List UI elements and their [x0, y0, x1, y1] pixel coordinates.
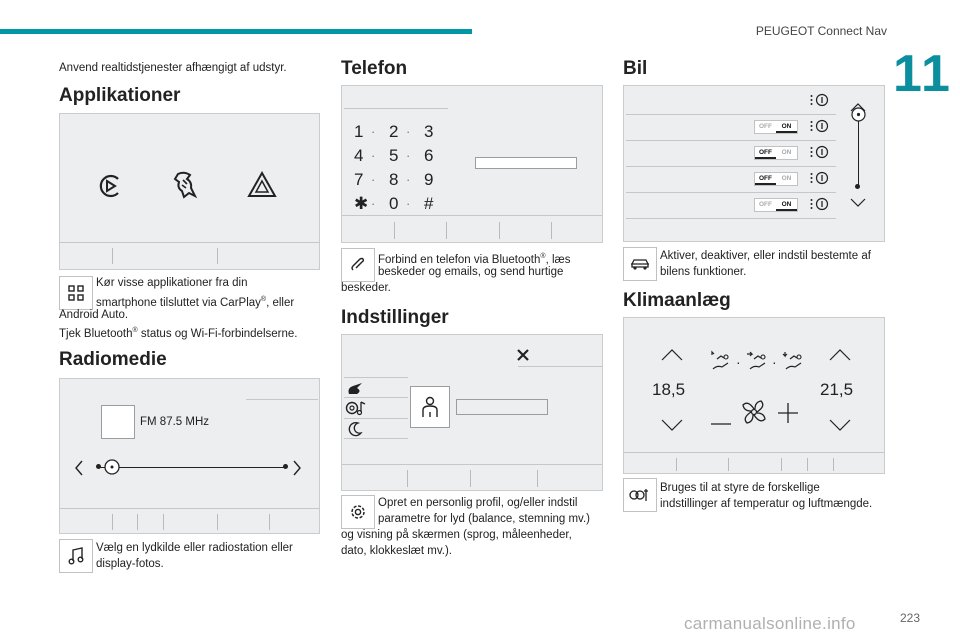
dial-key-✱[interactable]: ✱ — [354, 194, 369, 213]
klimaanlaeg-desc-line2: indstillinger af temperatur og luftmængde. — [660, 498, 873, 510]
indstillinger-screen — [341, 334, 603, 491]
klimaanlaeg-heading: Klimaanlæg — [623, 290, 731, 311]
info-icon[interactable] — [810, 145, 828, 164]
vehicle-toggle[interactable] — [754, 146, 798, 160]
airflow-face-feet-icon[interactable] — [746, 351, 768, 376]
applikationer-desc-line2: smartphone tilsluttet via CarPlay®, eller — [96, 296, 295, 309]
number-display — [475, 157, 577, 169]
right-temperature: 21,5 — [820, 380, 854, 399]
telefon-desc-line1: Forbind en telefon via Bluetooth®, læs — [378, 253, 571, 266]
dial-key-#[interactable]: # — [424, 194, 434, 213]
dial-key-4[interactable]: 4 — [354, 146, 364, 165]
indstillinger-desc-line4: dato, klokkeslæt mv.). — [341, 545, 452, 557]
chevron-down-icon[interactable] — [850, 194, 866, 212]
toggle-on-label: ON — [776, 199, 797, 211]
info-icon[interactable] — [810, 171, 828, 190]
dial-key-6[interactable]: 6 — [424, 146, 434, 165]
peugeot-lion-icon[interactable] — [170, 170, 200, 205]
left-temp-down-icon[interactable] — [661, 418, 683, 436]
vehicle-row-divider — [626, 140, 836, 141]
page-number: 223 — [899, 611, 920, 625]
toggle-on-label: ON — [781, 149, 792, 156]
vehicle-toggle[interactable] — [754, 120, 798, 134]
dial-key-8[interactable]: 8 — [389, 170, 399, 189]
header-title: PEUGEOT Connect Nav — [755, 24, 887, 38]
toggle-off-label: OFF — [759, 123, 772, 130]
dial-key-7[interactable]: 7 — [354, 170, 364, 189]
klimaanlaeg-desc-line1: Bruges til at styre de forskellige — [660, 482, 820, 494]
vehicle-toggle[interactable] — [754, 172, 798, 186]
indstillinger-desc-line1: Opret en personlig profil, og/eller indstil — [378, 497, 578, 509]
radiomedie-heading: Radiomedie — [59, 349, 167, 370]
dial-key-1[interactable]: 1 — [354, 122, 364, 141]
left-temperature: 18,5 — [652, 380, 686, 399]
palette-icon[interactable] — [347, 382, 364, 401]
settings-gear-icon — [341, 495, 375, 529]
dial-key-9[interactable]: 9 — [424, 170, 434, 189]
indstillinger-desc-line3: og visning på skærmen (sprog, måleenheder, — [341, 529, 572, 541]
radiomedie-desc-line1: Vælg en lydkilde eller radiostation eller — [96, 542, 293, 554]
profile-name-field[interactable] — [456, 399, 548, 415]
info-icon[interactable] — [810, 119, 828, 138]
applikationer-desc-line1: Kør visse applikationer fra din — [96, 277, 248, 289]
intro-text: Anvend realtidstjenester afhængigt af udstyr. — [59, 62, 287, 74]
dial-key-separator: · — [371, 196, 376, 211]
scrollbar-knob[interactable] — [851, 107, 866, 127]
radiomedie-screen — [59, 378, 320, 534]
watermark: carmanualsonline.info — [684, 614, 856, 633]
dial-key-separator: · — [371, 124, 376, 139]
chevron-left-icon[interactable] — [74, 460, 84, 481]
apps-grid-icon — [59, 276, 93, 310]
dial-key-2[interactable]: 2 — [389, 122, 399, 141]
frequency-slider-track[interactable] — [98, 467, 286, 468]
airflow-feet-icon[interactable] — [782, 351, 804, 376]
vehicle-row-divider — [626, 166, 836, 167]
telefon-heading: Telefon — [341, 58, 408, 79]
station-frequency: FM 87.5 MHz — [140, 416, 210, 428]
applikationer-heading: Applikationer — [59, 85, 181, 106]
indstillinger-heading: Indstillinger — [341, 307, 449, 328]
airflow-separator-1: · — [736, 354, 741, 370]
android-auto-icon[interactable] — [247, 171, 277, 204]
applikationer-screen — [59, 113, 320, 270]
station-artwork — [101, 405, 135, 439]
vehicle-toggle[interactable] — [754, 198, 798, 212]
indstillinger-desc-line2: parametre for lyd (balance, stemning mv.) — [378, 513, 590, 525]
frequency-slider-knob[interactable] — [104, 459, 120, 480]
right-temp-up-icon[interactable] — [829, 348, 851, 366]
applikationer-desc-line3: Android Auto. — [59, 309, 129, 321]
fan-decrease-icon[interactable] — [711, 412, 731, 430]
fan-icon — [740, 398, 768, 431]
dial-key-separator: · — [406, 148, 411, 163]
telefon-desc-line2: beskeder og emails, og send hurtige — [378, 266, 564, 278]
right-temp-down-icon[interactable] — [829, 418, 851, 436]
applikationer-desc-line4: Tjek Bluetooth® status og Wi-Fi-forbindelserne. — [59, 327, 298, 340]
vehicle-row-divider — [626, 192, 836, 193]
car-icon — [623, 247, 657, 281]
klimaanlaeg-screen — [623, 317, 885, 474]
toggle-on-label: ON — [781, 175, 792, 182]
toggle-off-label: OFF — [755, 173, 776, 185]
info-icon[interactable] — [810, 93, 828, 112]
toggle-off-label: OFF — [755, 147, 776, 159]
music-note-icon — [59, 539, 93, 573]
profile-person-icon — [421, 396, 439, 418]
radiomedie-desc-line2: display-fotos. — [96, 558, 164, 570]
vehicle-row-divider — [626, 218, 836, 219]
dial-key-separator: · — [406, 172, 411, 187]
bil-screen — [623, 85, 885, 242]
vehicle-row-divider — [626, 114, 836, 115]
close-icon[interactable] — [517, 348, 529, 366]
fan-increase-icon[interactable] — [778, 403, 798, 428]
dial-key-separator: · — [371, 148, 376, 163]
phone-handset-icon — [341, 248, 375, 282]
left-temp-up-icon[interactable] — [661, 348, 683, 366]
toggle-on-label: ON — [776, 121, 797, 133]
carplay-icon[interactable] — [96, 172, 124, 205]
dial-key-0[interactable]: 0 — [389, 194, 399, 213]
dial-key-separator: · — [406, 124, 411, 139]
dial-key-separator: · — [371, 172, 376, 187]
bil-desc-line2: bilens funktioner. — [660, 266, 747, 278]
profile-button[interactable] — [410, 386, 450, 428]
chevron-right-icon[interactable] — [292, 460, 302, 481]
dial-key-separator: · — [406, 196, 411, 211]
airflow-separator-2: · — [772, 354, 777, 370]
bil-heading: Bil — [623, 58, 648, 79]
telefon-desc-line3: beskeder. — [341, 282, 391, 294]
dial-key-5[interactable]: 5 — [389, 146, 399, 165]
header-accent-bar — [0, 29, 472, 34]
info-icon[interactable] — [810, 197, 828, 216]
chapter-number: 11 — [893, 45, 952, 103]
bil-desc-line1: Aktiver, deaktiver, eller indstil bestemte af — [660, 250, 871, 262]
toggle-off-label: OFF — [759, 201, 772, 208]
dial-key-3[interactable]: 3 — [424, 122, 434, 141]
climate-fan-icon — [623, 478, 657, 512]
airflow-face-icon[interactable] — [709, 351, 731, 376]
telefon-screen — [341, 85, 603, 243]
